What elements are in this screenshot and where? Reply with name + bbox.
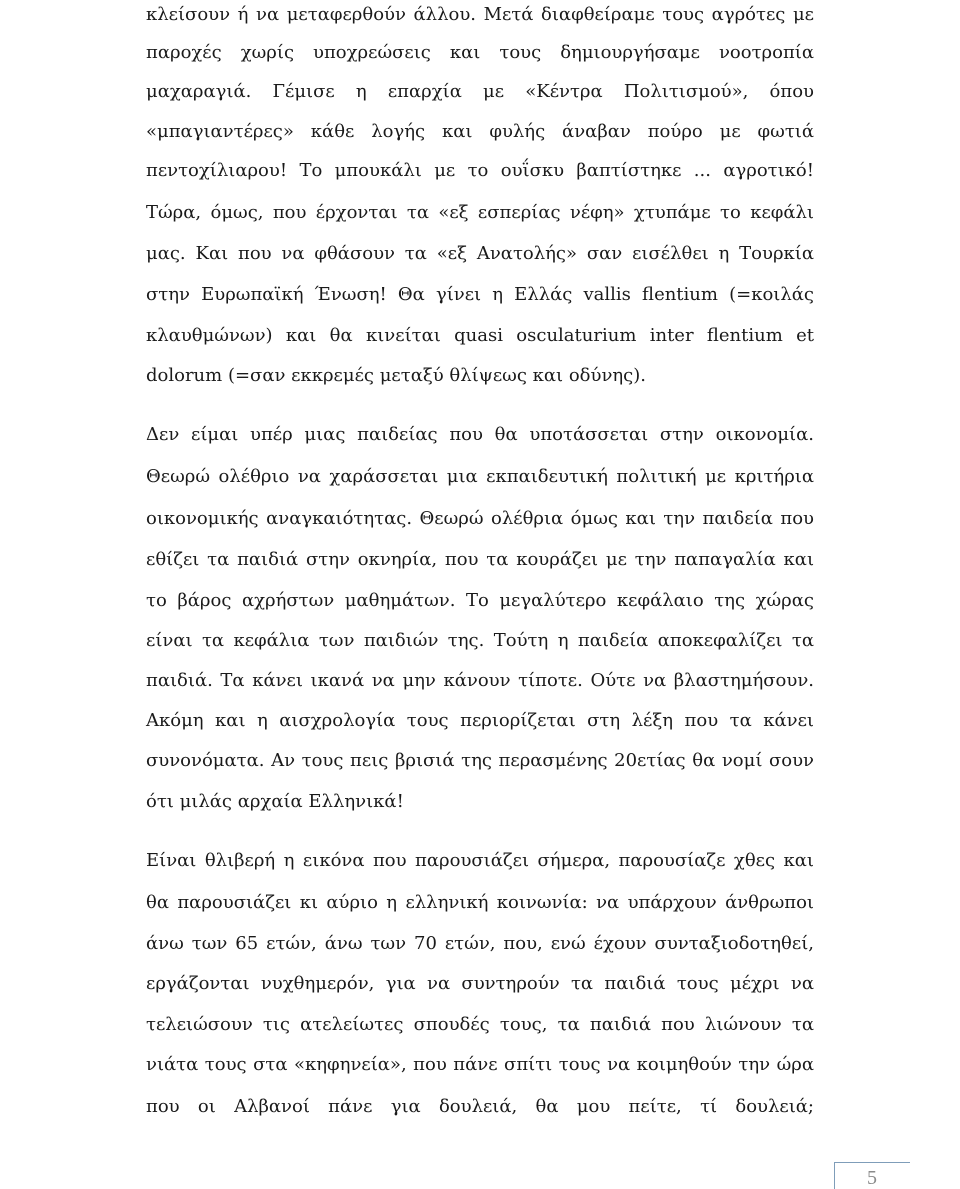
page-number-box [834,1162,910,1189]
text-line: νιάτα τους στα «κηφηνεία», που πάνε σπίτι τους να κοιμηθούν την ώρα [146,1054,814,1075]
text-line: «μπαγιαντέρες» κάθε λογής και φυλής άναβαν πούρο με φωτιά [146,121,814,142]
text-line: Τώρα, όμως, που έρχονται τα «εξ εσπερίας νέφη» χτυπάμε το κεφάλι [146,202,814,223]
text-line: μας. Και που να φθάσουν τα «εξ Ανατολής» σαν εισέλθει η Τουρκία [146,243,814,264]
text-line: είναι τα κεφάλια των παιδιών της. Τούτη η παιδεία αποκεφαλίζει τα [146,630,814,651]
text-line: κλαυθμώνων) και θα κινείται quasi osculaturium inter flentium et [146,325,814,346]
text-line: άνω των 65 ετών, άνω των 70 ετών, που, ενώ έχουν συνταξιοδοτηθεί, [146,933,814,954]
text-line: παιδιά. Τα κάνει ικανά να μην κάνουν τίποτε. Ούτε να βλαστημήσουν. [146,670,814,691]
text-line: που οι Αλβανοί πάνε για δουλειά, θα μου πείτε, τί δουλειά; [146,1096,814,1117]
text-line: στην Ευρωπαϊκή Ένωση! Θα γίνει η Ελλάς vallis flentium (=κοιλάς [146,284,814,305]
text-line: εθίζει τα παιδιά στην οκνηρία, που τα κουράζει με την παπαγαλία και [146,549,814,570]
text-line: ότι μιλάς αρχαία Ελληνικά! [146,791,404,812]
text-line: Θεωρώ ολέθριο να χαράσσεται μια εκπαιδευτική πολιτική με κριτήρια [146,466,814,487]
text-line: μαχαραγιά. Γέμισε η επαρχία με «Κέντρα Πολιτισμού», όπου [146,81,814,102]
text-line: εργάζονται νυχθημερόν, για να συντηρούν τα παιδιά τους μέχρι να [146,973,814,994]
text-line: Είναι θλιβερή η εικόνα που παρουσιάζει σήμερα, παρουσίαζε χθες και [146,850,814,871]
text-line: πεντοχίλιαρου! Το μπουκάλι με το ουΐσκυ βαπτίστηκε ... αγροτικό! [146,160,814,181]
text-line: Ακόμη και η αισχρολογία τους περιορίζεται στη λέξη που τα κάνει [146,710,814,731]
text-line: θα παρουσιάζει κι αύριο η ελληνική κοινωνία: να υπάρχουν άνθρωποι [146,892,814,913]
text-line: το βάρος αχρήστων μαθημάτων. Το μεγαλύτερο κεφάλαιο της χώρας [146,590,814,611]
text-line: οικονομικής αναγκαιότητας. Θεωρώ ολέθρια όμως και την παιδεία που [146,508,814,529]
text-line: παροχές χωρίς υποχρεώσεις και τους δημιουργήσαμε νοοτροπία [146,42,814,63]
text-line: κλείσουν ή να μεταφερθούν άλλου. Μετά διαφθείραμε τους αγρότες με [146,4,814,25]
text-line: τελειώσουν τις ατελείωτες σπουδές τους, τα παιδιά που λιώνουν τα [146,1014,814,1035]
text-line: Δεν είμαι υπέρ μιας παιδείας που θα υποτάσσεται στην οικονομία. [146,424,814,445]
text-line: συνονόματα. Αν τους πεις βρισιά της περασμένης 20ετίας θα νομί σουν [146,750,814,771]
text-line: dolorum (=σαν εκκρεμές μεταξύ θλίψεως και οδύνης). [146,365,647,386]
page-number: 5 [867,1167,877,1189]
